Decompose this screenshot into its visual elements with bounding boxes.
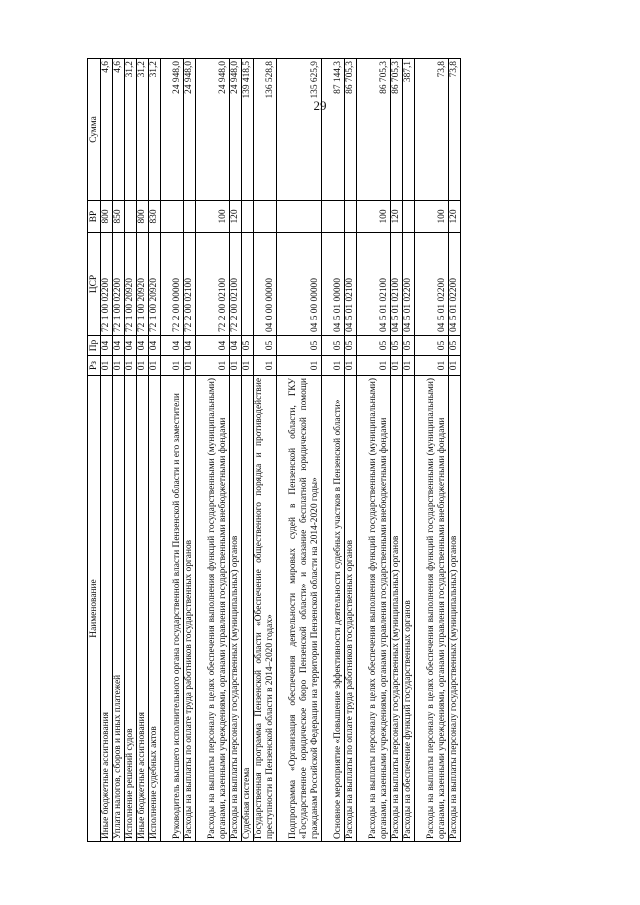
cell-pr: 05 xyxy=(322,336,345,356)
page-number: 29 xyxy=(313,98,327,113)
cell-vr: 830 xyxy=(149,201,161,233)
cell-vr xyxy=(277,201,322,233)
cell-vr: 100 xyxy=(196,201,230,233)
cell-csr: 72 1 00 20920 xyxy=(137,233,149,336)
table-header-row xyxy=(88,59,101,842)
cell-sum: 4,6 xyxy=(101,59,113,201)
cell-vr xyxy=(125,201,137,233)
cell-name: Расходы на выплаты персоналу в целях обеспечения выполнения функций государственными (муниципальными) органами, казенными учреждениями, органами управления государственными внебюджетными фондами xyxy=(415,376,449,842)
table-row xyxy=(345,59,357,842)
cell-vr xyxy=(345,201,357,233)
cell-vr xyxy=(322,201,345,233)
cell-vr xyxy=(403,201,415,233)
table-body xyxy=(101,59,461,842)
cell-rz: 01 xyxy=(357,356,391,376)
cell-rz: 01 xyxy=(230,356,242,376)
cell-csr: 04 5 01 02100 xyxy=(357,233,391,336)
table-row xyxy=(391,59,403,842)
cell-csr: 72 1 00 02200 xyxy=(101,233,113,336)
header-rz: Рз xyxy=(88,356,101,376)
cell-pr: 05 xyxy=(254,336,277,356)
table-row xyxy=(113,59,125,842)
cell-csr: 72 1 00 20920 xyxy=(125,233,137,336)
cell-sum: 24 948,0 xyxy=(184,59,196,201)
cell-name: Расходы на выплаты по оплате труда работников государственных органов xyxy=(345,376,357,842)
cell-name: Расходы на выплаты по оплате труда работников государственных органов xyxy=(184,376,196,842)
cell-name: Руководитель высшего исполнительного органа государственной власти Пензенской области и его заместители xyxy=(161,376,184,842)
cell-vr xyxy=(161,201,184,233)
cell-vr xyxy=(242,201,254,233)
cell-sum: 31,2 xyxy=(149,59,161,201)
cell-csr: 72 2 00 02100 xyxy=(184,233,196,336)
cell-rz: 01 xyxy=(242,356,254,376)
cell-name: Государственная программа Пензенской области «Обеспечение общественного порядка и противодействие преступности в Пензенской области в 2014–2020 годах» xyxy=(254,376,277,842)
cell-rz: 01 xyxy=(415,356,449,376)
cell-sum: 139 418,5 xyxy=(242,59,254,201)
cell-rz: 01 xyxy=(345,356,357,376)
cell-csr: 72 2 00 00000 xyxy=(161,233,184,336)
table-row xyxy=(322,59,345,842)
cell-sum: 24 948,0 xyxy=(230,59,242,201)
cell-pr: 04 xyxy=(184,336,196,356)
table-row xyxy=(230,59,242,842)
cell-sum: 73,8 xyxy=(449,59,461,201)
cell-pr: 05 xyxy=(449,336,461,356)
cell-name: Судебная система xyxy=(242,376,254,842)
cell-name: Исполнение решений судов xyxy=(125,376,137,842)
cell-rz: 01 xyxy=(196,356,230,376)
cell-vr: 120 xyxy=(230,201,242,233)
cell-rz: 01 xyxy=(403,356,415,376)
header-csr: ЦСР xyxy=(88,233,101,336)
cell-vr: 100 xyxy=(415,201,449,233)
cell-name: Расходы на выплаты персоналу в целях обеспечения выполнения функций государственными (муниципальными) органами, казенными учреждениями, органами управления государственными внебюджетными фондами xyxy=(357,376,391,842)
cell-sum: 86 705,3 xyxy=(391,59,403,201)
cell-pr: 04 xyxy=(230,336,242,356)
table-row xyxy=(101,59,113,842)
cell-name: Расходы на выплаты персоналу в целях обеспечения выполнения функций государственными (муниципальными) органами, казенными учреждениями, органами управления государственными внебюджетными фондами xyxy=(196,376,230,842)
cell-vr: 100 xyxy=(357,201,391,233)
cell-name: Основное мероприятие «Повышение эффективности деятельности судебных участков в Пензенской области» xyxy=(322,376,345,842)
cell-name: Расходы на выплаты персоналу государственных (муниципальных) органов xyxy=(230,376,242,842)
cell-rz: 01 xyxy=(101,356,113,376)
header-pr: Пр xyxy=(88,336,101,356)
cell-pr: 05 xyxy=(415,336,449,356)
cell-rz: 01 xyxy=(137,356,149,376)
cell-pr: 04 xyxy=(196,336,230,356)
budget-table xyxy=(87,58,461,842)
table-row xyxy=(184,59,196,842)
rotated-table-container xyxy=(87,59,571,842)
cell-sum: 24 948,0 xyxy=(161,59,184,201)
table-row xyxy=(242,59,254,842)
table-row xyxy=(415,59,449,842)
cell-sum: 4,6 xyxy=(113,59,125,201)
cell-pr: 04 xyxy=(101,336,113,356)
cell-name: Иные бюджетные ассигнования xyxy=(137,376,149,842)
cell-sum: 136 528,8 xyxy=(254,59,277,201)
cell-vr xyxy=(184,201,196,233)
table-row xyxy=(277,59,322,842)
cell-sum: 387,1 xyxy=(403,59,415,201)
cell-name: Расходы на выплаты персоналу государственных (муниципальных) органов xyxy=(449,376,461,842)
cell-name: Исполнение судебных актов xyxy=(149,376,161,842)
table-row xyxy=(161,59,184,842)
cell-csr: 04 5 00 00000 xyxy=(277,233,322,336)
cell-sum: 73,8 xyxy=(415,59,449,201)
cell-pr: 04 xyxy=(113,336,125,356)
cell-csr: 04 5 01 02200 xyxy=(415,233,449,336)
cell-name: Расходы на выплаты персоналу государственных (муниципальных) органов xyxy=(391,376,403,842)
table-row xyxy=(403,59,415,842)
cell-name: Подпрограмма «Организация обеспечения деятельности мировых судей в Пензенской области, ГКУ «Государственное юридическое бюро Пензенской области» и оказание бесплатной юридической помощи гражданам Российской Федерации на территории Пензенской области на 2014-2020 годы» xyxy=(277,376,322,842)
cell-vr: 120 xyxy=(449,201,461,233)
table-row xyxy=(149,59,161,842)
cell-rz: 01 xyxy=(161,356,184,376)
cell-sum: 135 625,9 xyxy=(277,59,322,201)
cell-sum: 24 948,0 xyxy=(196,59,230,201)
cell-pr: 04 xyxy=(149,336,161,356)
cell-csr: 72 1 00 20920 xyxy=(149,233,161,336)
cell-csr: 04 5 01 00000 xyxy=(322,233,345,336)
cell-csr: 72 1 00 02200 xyxy=(113,233,125,336)
cell-csr xyxy=(242,233,254,336)
header-sum: Сумма xyxy=(88,59,101,201)
cell-rz: 01 xyxy=(449,356,461,376)
cell-name: Расходы на обеспечение функций государственных органов xyxy=(403,376,415,842)
header-vr: ВР xyxy=(88,201,101,233)
cell-pr: 04 xyxy=(137,336,149,356)
cell-csr: 72 2 00 02100 xyxy=(196,233,230,336)
cell-sum: 86 705,3 xyxy=(345,59,357,201)
cell-rz: 01 xyxy=(254,356,277,376)
cell-rz: 01 xyxy=(277,356,322,376)
header-name: Наименование xyxy=(88,376,101,842)
table-row xyxy=(196,59,230,842)
cell-csr: 04 5 01 02200 xyxy=(449,233,461,336)
cell-sum: 31,2 xyxy=(125,59,137,201)
cell-pr: 04 xyxy=(125,336,137,356)
cell-pr: 05 xyxy=(391,336,403,356)
cell-csr: 04 5 01 02100 xyxy=(345,233,357,336)
cell-csr: 04 5 01 02200 xyxy=(403,233,415,336)
table-row xyxy=(125,59,137,842)
cell-vr: 800 xyxy=(137,201,149,233)
cell-pr: 04 xyxy=(161,336,184,356)
cell-sum: 87 144,3 xyxy=(322,59,345,201)
cell-pr: 05 xyxy=(242,336,254,356)
cell-pr: 05 xyxy=(277,336,322,356)
cell-rz: 01 xyxy=(391,356,403,376)
cell-rz: 01 xyxy=(125,356,137,376)
cell-vr: 800 xyxy=(101,201,113,233)
table-row xyxy=(137,59,149,842)
cell-rz: 01 xyxy=(184,356,196,376)
cell-pr: 05 xyxy=(357,336,391,356)
cell-csr: 72 2 00 02100 xyxy=(230,233,242,336)
table-row xyxy=(254,59,277,842)
cell-vr xyxy=(254,201,277,233)
table-row xyxy=(449,59,461,842)
cell-vr: 120 xyxy=(391,201,403,233)
cell-name: Иные бюджетные ассигнования xyxy=(101,376,113,842)
cell-csr: 04 0 00 00000 xyxy=(254,233,277,336)
cell-rz: 01 xyxy=(113,356,125,376)
table-row xyxy=(357,59,391,842)
cell-pr: 05 xyxy=(403,336,415,356)
cell-csr: 04 5 01 02100 xyxy=(391,233,403,336)
cell-rz: 01 xyxy=(322,356,345,376)
cell-sum: 31,2 xyxy=(137,59,149,201)
cell-vr: 850 xyxy=(113,201,125,233)
cell-rz: 01 xyxy=(149,356,161,376)
cell-sum: 86 705,3 xyxy=(357,59,391,201)
cell-pr: 05 xyxy=(345,336,357,356)
cell-name: Уплата налогов, сборов и иных платежей xyxy=(113,376,125,842)
